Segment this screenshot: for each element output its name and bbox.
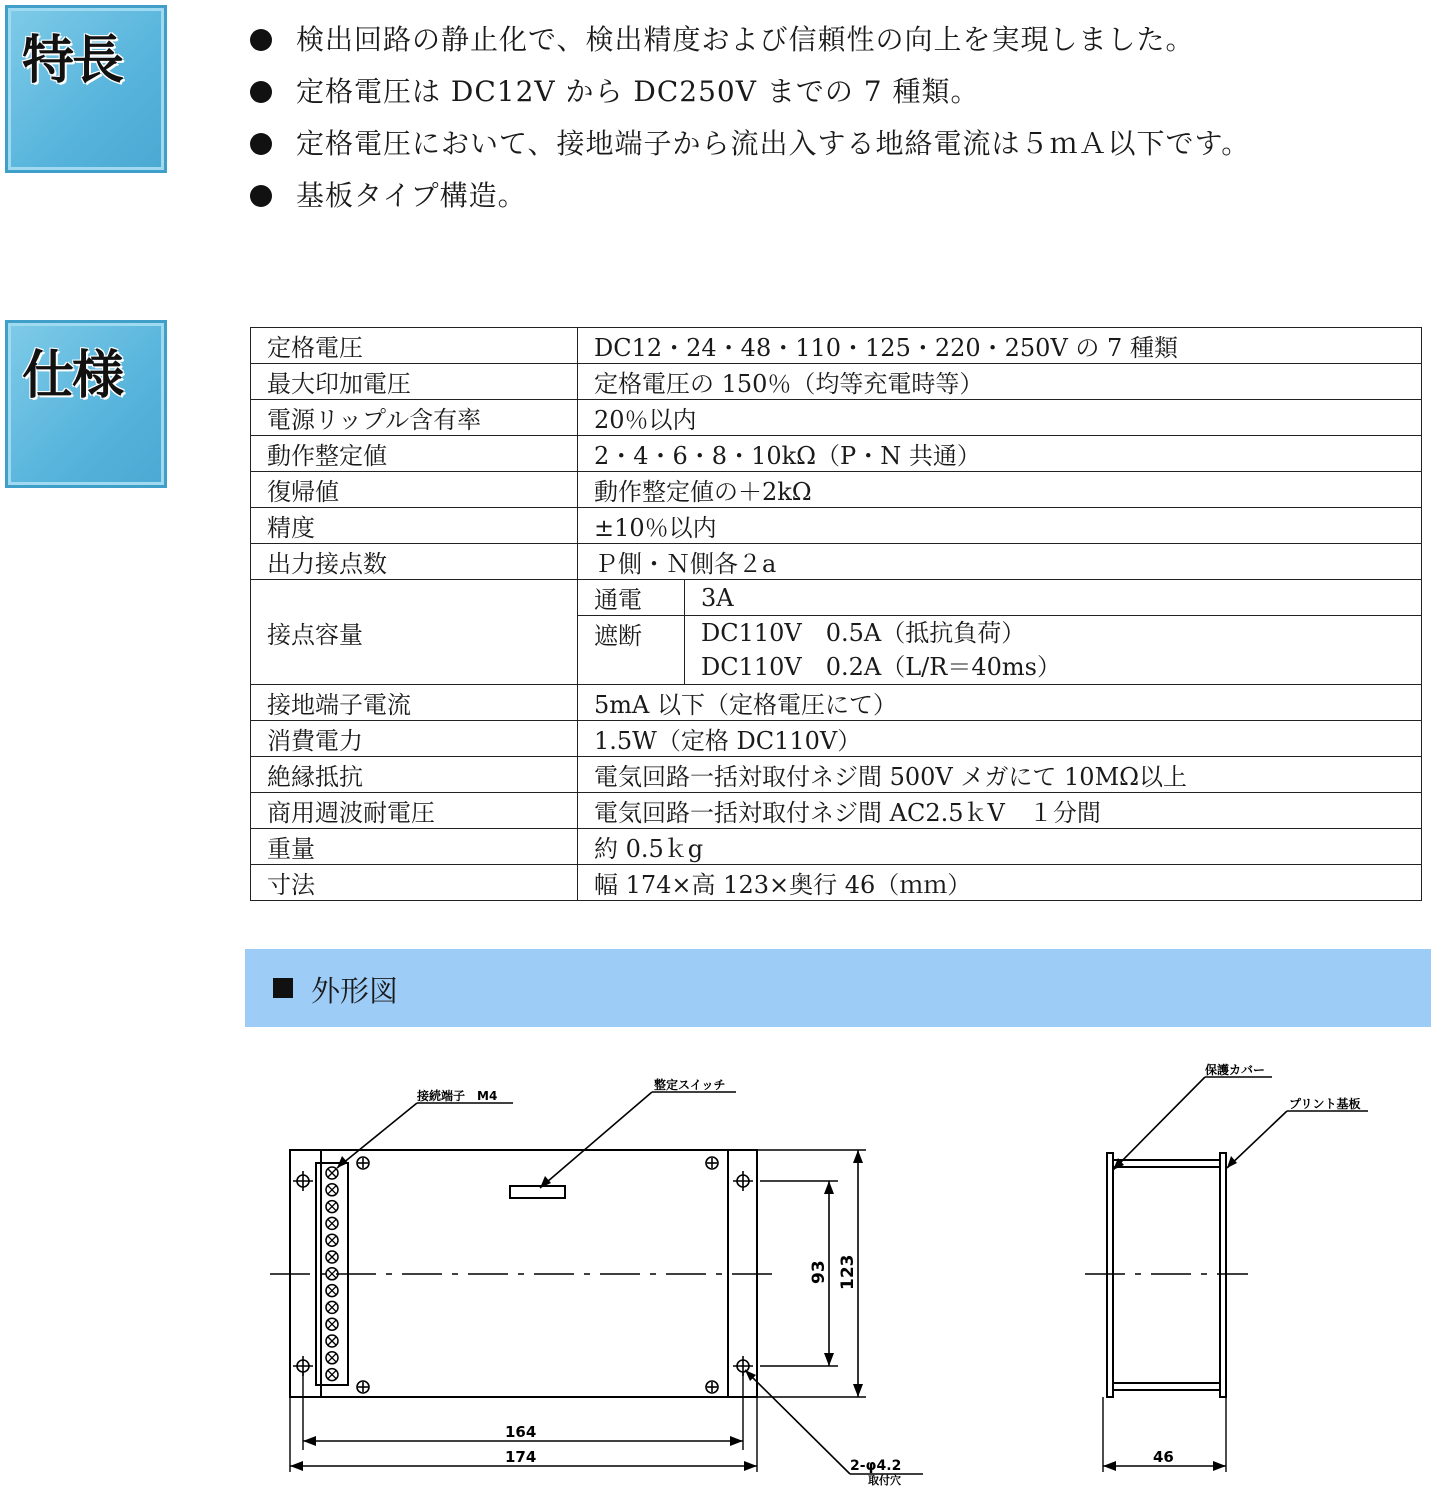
table-row: 出力接点数 Ｐ側・Ｎ側各２a bbox=[251, 544, 1422, 580]
table-row-contact-capacity: 接点容量 通電 3A bbox=[251, 580, 1422, 616]
specs-badge-label: 仕様 bbox=[22, 346, 123, 406]
label-board: プリント基板 bbox=[1289, 1097, 1361, 1111]
side-view bbox=[1085, 1077, 1368, 1472]
table-row: 商用週波耐電圧 電気回路一括対取付ネジ間 AC2.5ｋV １分間 bbox=[251, 793, 1422, 829]
label-cover: 保護カバー bbox=[1205, 1063, 1266, 1077]
features-badge-label: 特長 bbox=[22, 31, 123, 91]
table-row: 遮断 DC110V 0.5A（抵抗負荷） DC110V 0.2A（L/R＝40ms） bbox=[251, 616, 1422, 685]
specs-badge bbox=[5, 320, 167, 488]
table-row: 重量 約 0.5ｋg bbox=[251, 829, 1422, 865]
table-row: 最大印加電圧 定格電圧の 150％（均等充電時等） bbox=[251, 364, 1422, 400]
spec-table bbox=[250, 327, 1422, 901]
feature-item: 定格電圧において、接地端子から流出入する地絡電流は５ｍＡ以下です。 bbox=[250, 122, 1250, 162]
table-row: 動作整定値 2・4・6・8・10kΩ（P・N 共通） bbox=[251, 436, 1422, 472]
outline-drawing bbox=[0, 1040, 1442, 1506]
feature-item: 定格電圧は DC12V から DC250V までの 7 種類。 bbox=[250, 70, 979, 110]
outline-drawing-header bbox=[245, 949, 1431, 1027]
screw-icon bbox=[357, 1157, 718, 1393]
bullet-icon bbox=[250, 81, 272, 103]
square-bullet-icon bbox=[273, 978, 293, 998]
label-terminal: 接続端子 M4 bbox=[417, 1089, 498, 1103]
feature-item: 基板タイプ構造。 bbox=[250, 174, 527, 214]
feature-item: 検出回路の静止化で、検出精度および信頼性の向上を実現しました。 bbox=[250, 18, 1194, 58]
section-title: 外形図 bbox=[311, 974, 399, 1008]
table-row: 復帰値 動作整定値の＋2kΩ bbox=[251, 472, 1422, 508]
table-row: 電源リップル含有率 20％以内 bbox=[251, 400, 1422, 436]
table-row: 接地端子電流 5mA 以下（定格電圧にて） bbox=[251, 685, 1422, 721]
table-row: 寸法 幅 174×高 123×奥行 46（ｍｍ） bbox=[251, 865, 1422, 901]
table-row: 精度 ±10％以内 bbox=[251, 508, 1422, 544]
setting-switch bbox=[510, 1186, 565, 1198]
hole-label: 取付穴 bbox=[868, 1474, 901, 1487]
bullet-icon bbox=[250, 133, 272, 155]
dim-46: 46 bbox=[1153, 1448, 1174, 1466]
dim-123: 123 bbox=[838, 1254, 858, 1290]
bullet-icon bbox=[250, 29, 272, 51]
dim-174: 174 bbox=[505, 1448, 537, 1466]
bullet-icon bbox=[250, 185, 272, 207]
table-row: 消費電力 1.5W（定格 DC110V） bbox=[251, 721, 1422, 757]
dim-164: 164 bbox=[505, 1423, 537, 1441]
label-switch: 整定スイッチ bbox=[654, 1078, 726, 1092]
table-row: 絶縁抵抗 電気回路一括対取付ネジ間 500V メガにて 10MΩ以上 bbox=[251, 757, 1422, 793]
hole-size-label: 2-φ4.2 bbox=[850, 1458, 902, 1474]
table-row: 定格電圧 DC12・24・48・110・125・220・250V の 7 種類 bbox=[251, 328, 1422, 364]
dim-93: 93 bbox=[809, 1260, 829, 1284]
features-badge bbox=[5, 5, 167, 173]
